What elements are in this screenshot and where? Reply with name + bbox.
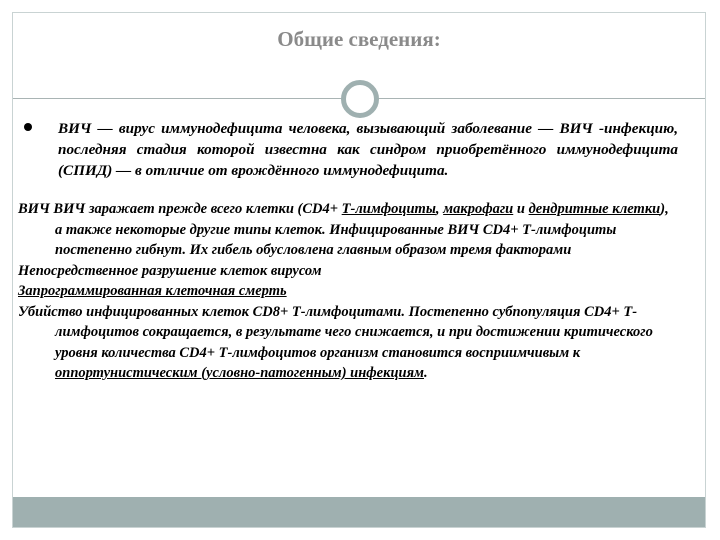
link-dendritic-cells[interactable]: дендритные клетки <box>528 201 661 217</box>
link-programmed-cell-death[interactable]: Запрограммированная клеточная смерть <box>18 283 287 299</box>
bullet-text: ВИЧ — вирус иммунодефицита человека, вызывающий заболевание — ВИЧ -инфекцию, последняя стадия которой известна как синдром приобретённого иммунодефицита (СПИД) — в отличие от врождённого иммунодефицита. <box>58 120 678 179</box>
circle-ornament-icon <box>341 80 379 118</box>
slide-content <box>18 118 678 384</box>
bullet-item <box>58 118 678 181</box>
slide-title: Общие сведения: <box>277 27 441 51</box>
link-t-lymphocytes[interactable]: Т-лимфоциты <box>341 201 436 217</box>
bullet-dot-icon <box>24 123 32 131</box>
paragraph-text: ВИЧ ВИЧ заражает прежде всего клетки (CD4+ <box>18 201 342 217</box>
link-opportunistic-infections[interactable]: оппортунистическим (условно-патогенным) инфекциям <box>55 365 424 381</box>
link-macrophages[interactable]: макрофаги <box>443 201 514 217</box>
separator: и <box>513 201 529 217</box>
paragraph-text: ), а также некоторые другие типы клеток. Инфицированные ВИЧ CD4+ Т-лимфоциты постепенно гибнут. Их гибель обусловлена главным образом тремя факторами <box>55 201 669 258</box>
paragraph-infection <box>18 199 678 261</box>
paragraph-text: Убийство инфицированных клеток CD8+ Т-лимфоцитами. Постепенно субпопуляция CD4+ Т-лимфоцитов сокращается, в результате чего снижается, и при достижении критического уровня количества CD4+ Т-лимфоцитов организм становится восприимчивым к <box>18 303 653 361</box>
separator: , <box>435 201 444 217</box>
factor-direct-destruction: Непосредственное разрушение клеток вирусом <box>18 262 322 279</box>
paragraph-cd8-killing <box>18 302 678 384</box>
bottom-bar <box>13 497 705 527</box>
paragraph-end: . <box>424 365 428 381</box>
